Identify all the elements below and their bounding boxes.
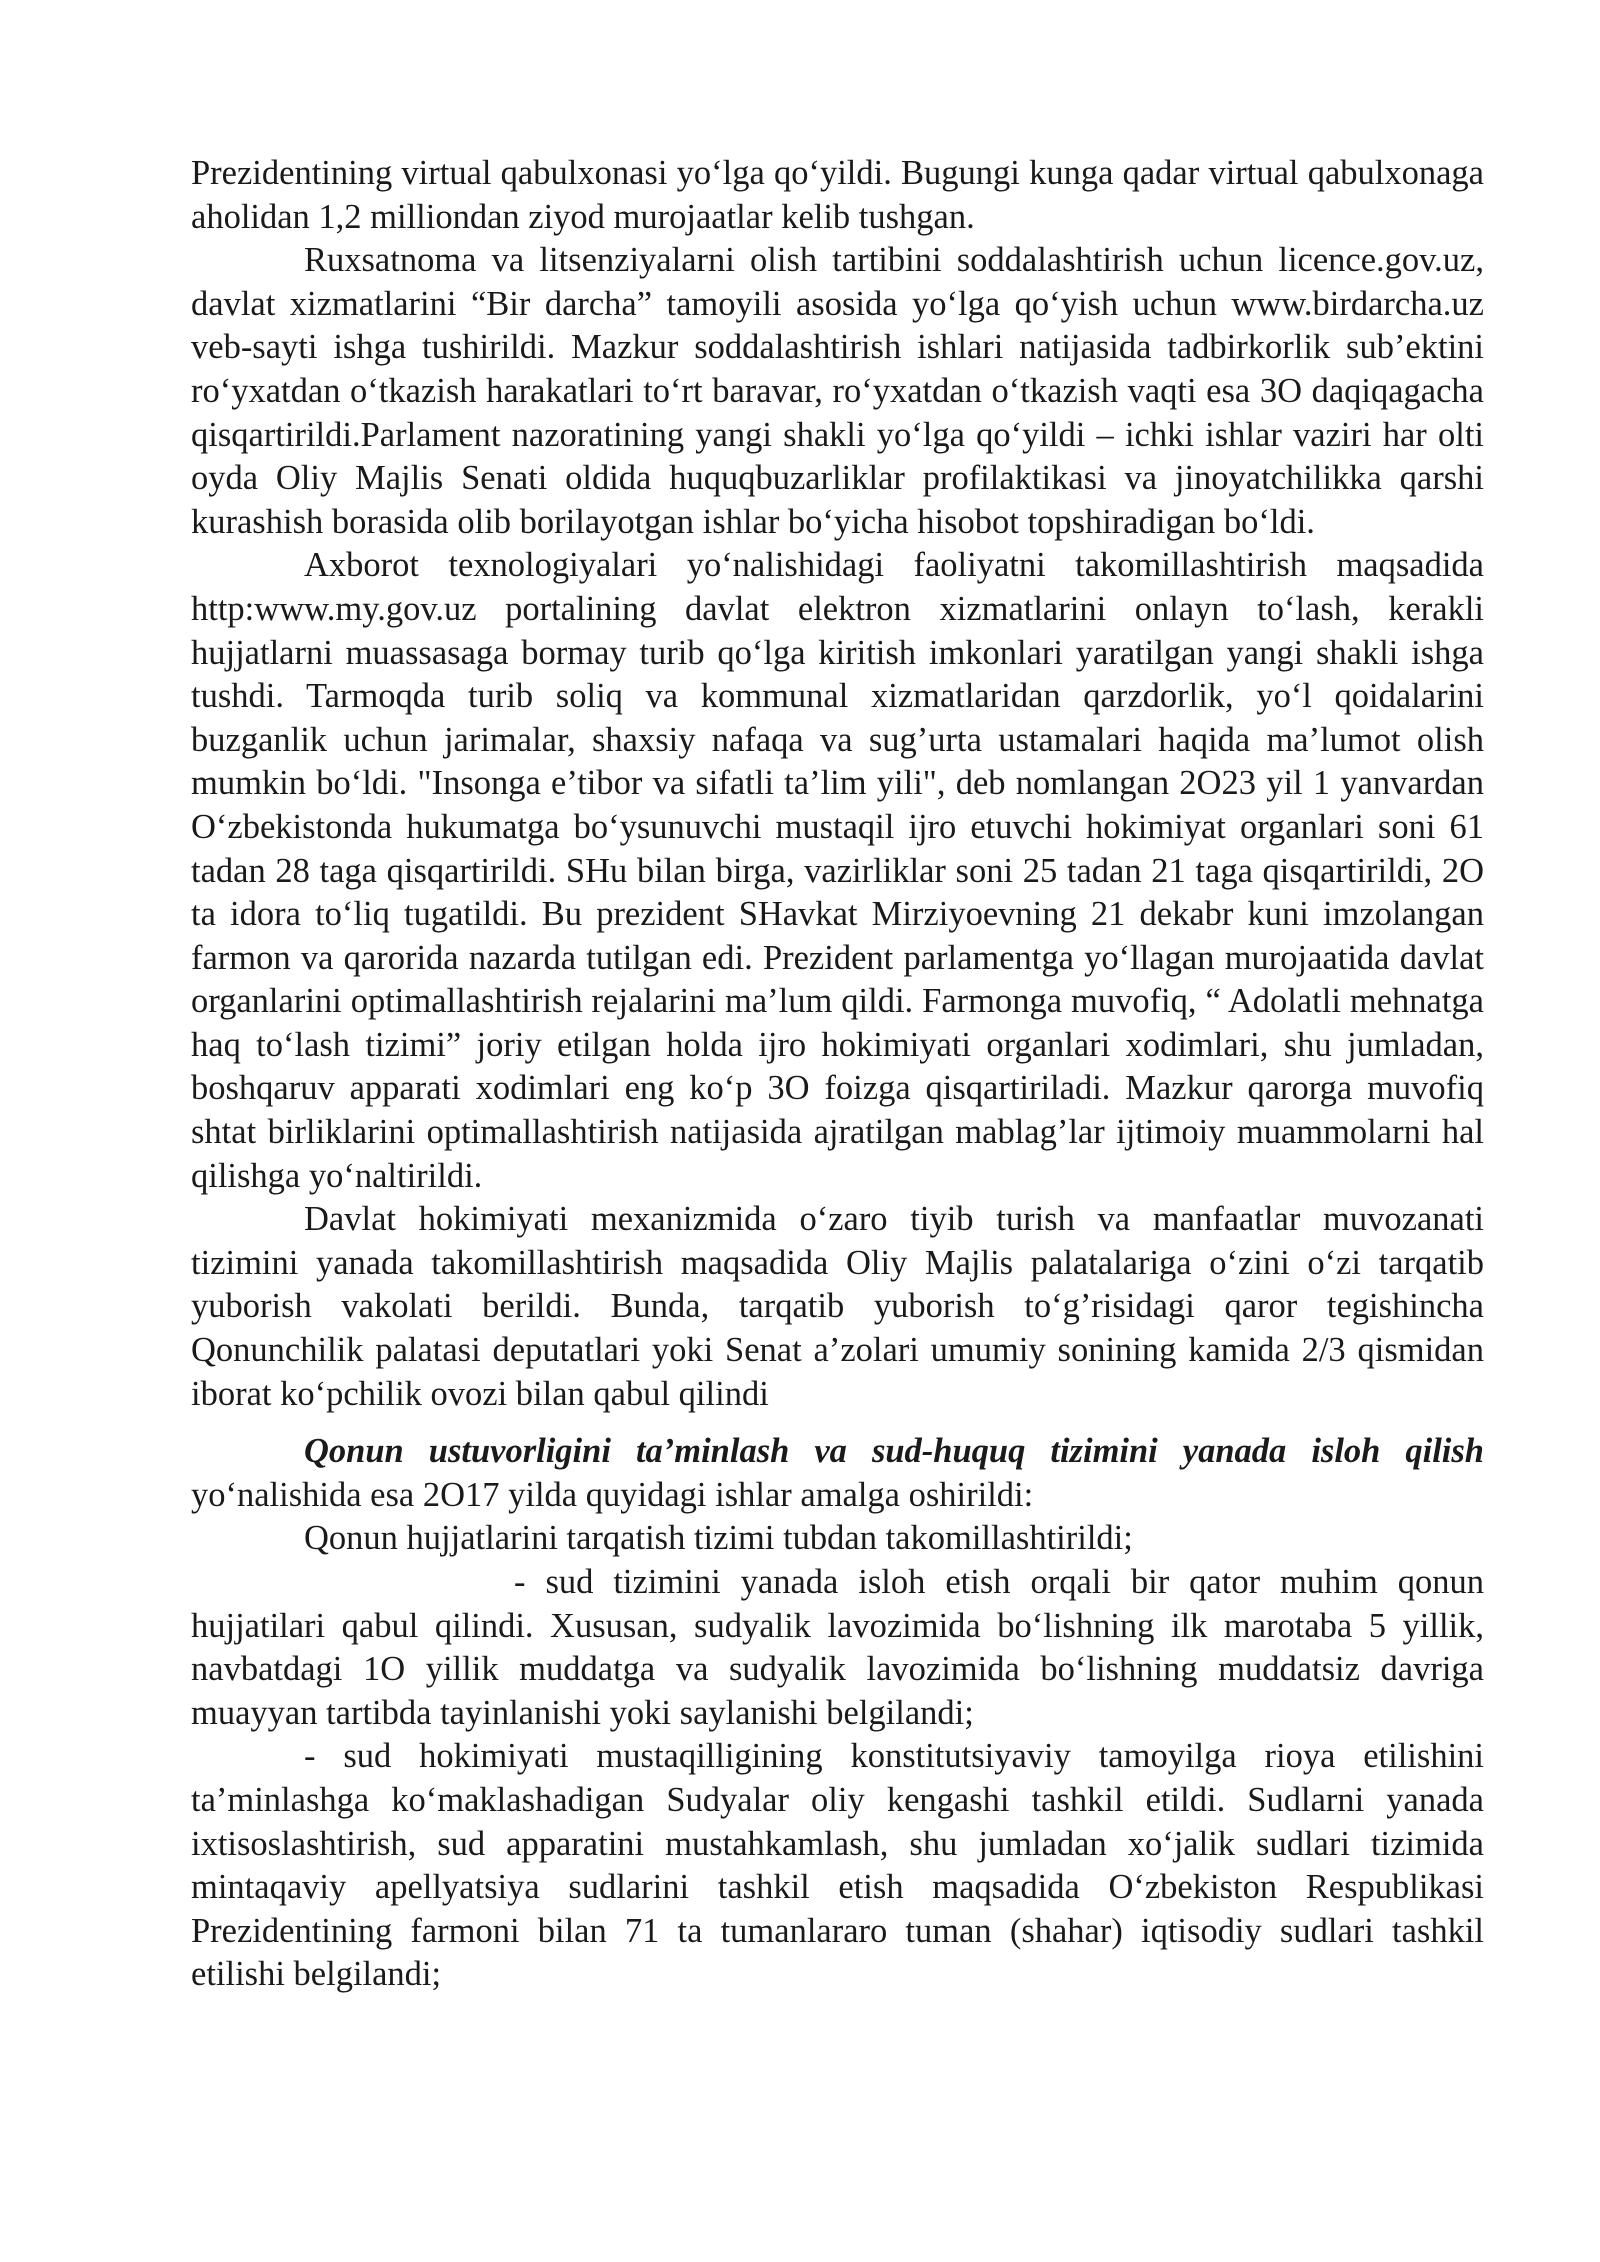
- paragraph-licensing: Ruxsatnoma va litsenziyalarni olish tartibini soddalashtirish uchun licence.gov.uz, davlat xizmatlarini “Bir darcha” tamoyili asosida yo‘lga qo‘yish uchun www.birdarcha.uz veb-sayti ishga tushirildi. Mazkur soddalashtirish ishlari natijasida tadbirkorlik sub’ektini ro‘yxatdan o‘tkazish harakatlari to‘rt baravar, ro‘yxatdan o‘tkazish vaqti esa 3O daqiqagacha qisqartirildi.Parlament nazoratining yangi shakli yo‘lga qo‘yildi – ichki ishlar vaziri har olti oyda Oliy Majlis Senati oldida huquqbuzarliklar profilaktikasi va jinoyatchilikka qarshi kurashish borasida olib borilayotgan ishlar bo‘yicha hisobot topshiradigan bo‘ldi.: [191, 241, 1484, 541]
- list-item-court-reform: - sud tizimini yanada isloh etish orqali bir qator muhim qonun hujjatilari qabul qilindi. Xususan, sudyalik lavozimida bo‘lishning ilk marotaba 5 yillik, navbatdagi 1O yillik muddatga va sudyalik lavozimida bo‘lishning muddatsiz davriga muayyan tartibda tayinlanishi yoki saylanishi belgilandi;: [191, 1563, 1484, 1732]
- paragraph-it-services: Axborot texnologiyalari yo‘nalishidagi faoliyatni takomillashtirish maqsadida http:www.my.gov.uz portalining davlat elektron xizmatlarini onlayn to‘lash, kerakli hujjatlarni muassasaga bormay turib qo‘lga kiritish imkonlari yaratilgan yangi shakli ishga tushdi. Tarmoqda turib soliq va kommunal xizmatlaridan qarzdorlik, yo‘l qoidalarini buzganlik uchun jarimalar, shaxsiy nafaqa va sug’urta ustamalari haqida ma’lumot olish mumkin bo‘ldi. "Insonga e’tibor va sifatli ta’lim yili", deb nomlangan 2O23 yil 1 yanvardan O‘zbekistonda hukumatga bo‘ysunuvchi mustaqil ijro etuvchi hokimiyat organlari soni 61 tadan 28 taga qisqartirildi. SHu bilan birga, vazirliklar soni 25 tadan 21 taga qisqartirildi, 2O ta idora to‘liq tugatildi. Bu prezident SHavkat Mirziyoevning 21 dekabr kuni imzolangan farmon va qarorida nazarda tutilgan edi. Prezident parlamentga yo‘llagan murojaatida davlat organlarini optimallashtirish rejalarini ma’lum qildi. Farmonga muvofiq, “ Adolatli mehnatga haq to‘lash tizimi” joriy etilgan holda ijro hokimiyati organlari xodimlari, shu jumladan, boshqaruv apparati xodimlari eng ko‘p 3O foizga qisqartiriladi. Mazkur qarorga muvofiq shtat birliklarini optimallashtirish natijasida ajratilgan mablag’lar ijtimoiy muammolarni hal qilishga yo‘naltirildi.: [191, 546, 1484, 1195]
- paragraph-checks-balances: Davlat hokimiyati mexanizmida o‘zaro tiyib turish va manfaatlar muvozanati tizimini yanada takomillashtirish maqsadida Oliy Majlis palatalariga o‘zini o‘zi tarqatib yuborish vakolati berildi. Bunda, tarqatib yuborish to‘g’risidagi qaror tegishincha Qonunchilik palatasi deputatlari yoki Senat a’zolari umumiy sonining kamida 2/3 qismidan iborat ko‘pchilik ovozi bilan qabul qilindi: [191, 1200, 1484, 1413]
- section-intro: [191, 1430, 1484, 1517]
- section-heading-tail: yo‘nalishida esa 2O17 yilda quyidagi ishlar amalga oshirildi:: [191, 1475, 1034, 1514]
- document-page: [191, 152, 1484, 1997]
- paragraph-virtual-reception: Prezidentining virtual qabulxonasi yo‘lga qo‘yildi. Bugungi kunga qadar virtual qabulxonaga aholidan 1,2 milliondan ziyod murojaatlar kelib tushgan.: [191, 154, 1484, 236]
- section-heading: Qonun ustuvorligini ta’minlash va sud-huquq tizimini yanada isloh qilish: [304, 1432, 1484, 1471]
- section-lead: Qonun hujjatlarini tarqatish tizimi tubdan takomillashtirildi;: [304, 1519, 1133, 1558]
- list-item-judicial-council: - sud hokimiyati mustaqilligining konstitutsiyaviy tamoyilga rioya etilishini ta’minlashga ko‘maklashadigan Sudyalar oliy kengashi tashkil etildi. Sudlarni yanada ixtisoslashtirish, sud apparatini mustahkamlash, shu jumladan xo‘jalik sudlari tizimida mintaqaviy apellyatsiya sudlarini tashkil etish maqsadida O‘zbekiston Respublikasi Prezidentining farmoni bilan 71 ta tumanlararo tuman (shahar) iqtisodiy sudlari tashkil etilishi belgilandi;: [191, 1737, 1484, 1994]
